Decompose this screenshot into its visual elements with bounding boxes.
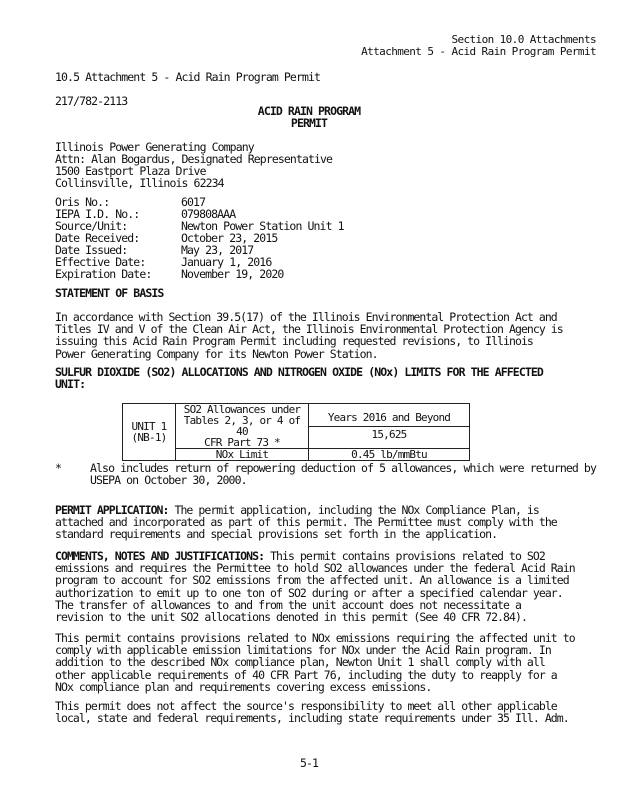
section-title: 10.5 Attachment 5 - Acid Rain Program Permit xyxy=(55,70,321,84)
so2-heading: SULFUR DIOXIDE (SO2) ALLOCATIONS AND NITROGEN OXIDE (NOx) LIMITS FOR THE AFFECTED xyxy=(55,365,543,379)
field-value: 6017 xyxy=(181,195,206,209)
field-label: Date Received: xyxy=(55,231,140,245)
years-cell xyxy=(309,404,470,449)
field-label: Effective Date: xyxy=(55,255,146,269)
field-label: Source/Unit: xyxy=(55,219,128,233)
field-value: November 19, 2020 xyxy=(181,267,284,281)
comments-section xyxy=(55,550,575,623)
comments-body: This permit contains provisions related to SO2 emissions and requires the Permittee to hold SO2 allowances under the federal Acid Rain program to account for SO2 emissions from the affected unit. An allowance is a limited authorization to emit up to one ton of SO2 during or after a specified calendar year. The transfer of allowances to and from the unit account does not necessitate a revision to the unit SO2 allocations denoted in this permit (See 40 CFR 72.84). xyxy=(55,549,575,625)
statement-heading: STATEMENT OF BASIS xyxy=(55,286,164,300)
field-value: January 1, 2016 xyxy=(181,255,272,269)
address-line: Illinois Power Generating Company xyxy=(55,140,254,154)
allocation-table xyxy=(122,403,470,461)
field-row xyxy=(55,268,344,280)
field-value: May 23, 2017 xyxy=(181,243,254,257)
so2-label-cell xyxy=(176,404,309,449)
permit-application-section xyxy=(55,504,575,541)
address-line: Collinsville, Illinois 62234 xyxy=(55,176,224,190)
address-line: 1500 Eastport Plaza Drive xyxy=(55,164,206,178)
field-value: 079808AAA xyxy=(181,207,236,221)
permit-application-body: The permit application, including the NOx Compliance Plan, is attached and incorporated as part of this permit. The Permittee must comply with the standard requirements and special provisions set forth in the application. xyxy=(55,503,557,542)
permit-application-heading: PERMIT APPLICATION: xyxy=(55,503,169,517)
so2-label-line: SO2 Allowances under xyxy=(183,403,301,416)
unit-cell xyxy=(123,404,176,461)
final-paragraph: This permit does not affect the source's responsibility to meet all other applicable local, state and federal requirements, including state requirements under 35 Ill. Adm. xyxy=(55,699,569,726)
so2-heading-cont: UNIT: xyxy=(55,377,86,391)
nox-label: NOx Limit xyxy=(176,449,309,461)
unit-id: (NB-1) xyxy=(131,431,167,444)
document-subtitle: PERMIT xyxy=(290,116,328,130)
so2-label-line: CFR Part 73 * xyxy=(204,436,280,449)
header-line-1: Section 10.0 Attachments xyxy=(451,33,596,46)
footnote-text: Also includes return of repowering deduction of 5 allowances, which were returned by USEPA on October 30, 2000. xyxy=(90,461,596,487)
statement-body: In accordance with Section 39.5(17) of the Illinois Environmental Protection Act and Titles IV and V of the Clean Air Act, the Illinois Environmental Protection Agency is issuing this Acid Rain Program Permit including requested revisions, to Illinois Power Generating Company for its Newton Power Station. xyxy=(55,310,563,361)
header-line-2: Attachment 5 - Acid Rain Program Permit xyxy=(361,45,596,58)
document-title: ACID RAIN PROGRAM xyxy=(257,104,361,118)
field-value: October 23, 2015 xyxy=(181,231,278,245)
page-number: 5-1 xyxy=(299,756,319,770)
so2-value: 15,625 xyxy=(309,426,469,440)
nox-paragraph: This permit contains provisions related to NOx emissions requiring the affected unit to comply with applicable emission limitations for NOx under the Acid Rain program. In addition to the described NOx compliance plan, Newton Unit 1 shall comply with all other applicable requirements of 40 CFR Part 76, including the duty to reapply for a NOx compliance plan and requirements covering excess emissions. xyxy=(55,631,575,694)
field-label: IEPA I.D. No.: xyxy=(55,207,140,221)
footnote-marker: * xyxy=(55,461,62,475)
field-label: Oris No.: xyxy=(55,195,110,209)
unit-label: UNIT 1 xyxy=(131,420,167,433)
field-label: Date Issued: xyxy=(55,243,128,257)
so2-label-line: Tables 2, 3, or 4 of 40 xyxy=(183,414,301,438)
field-value: Newton Power Station Unit 1 xyxy=(181,219,344,233)
comments-heading: COMMENTS, NOTES AND JUSTIFICATIONS: xyxy=(55,549,265,563)
field-label: Expiration Date: xyxy=(55,267,152,281)
running-header xyxy=(361,34,596,58)
years-label: Years 2016 and Beyond xyxy=(327,411,451,424)
nox-value: 0.45 lb/mmBtu xyxy=(309,449,470,461)
address-line: Attn: Alan Bogardus, Designated Representative xyxy=(55,152,333,166)
address-block xyxy=(55,141,332,189)
permit-fields xyxy=(55,196,344,280)
phone-number: 217/782-2113 xyxy=(55,94,128,108)
